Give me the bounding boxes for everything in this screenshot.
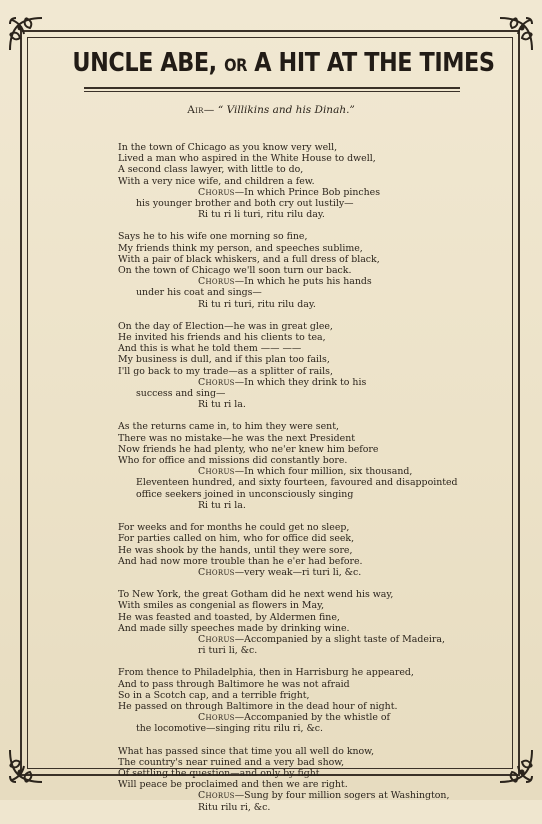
chorus-line (118, 466, 478, 477)
chorus-text: —In which they drink to his (234, 376, 367, 388)
chorus-line: Ri tu ri turi, ritu rilu day. (198, 298, 316, 310)
verse-line: I'll go back to my trade—as a splitter of rails, (118, 365, 333, 377)
chorus-line: the locomotive—singing ritu rilu ri, &c. (136, 723, 324, 735)
verse-line: With a very nice wife, and children a few. (118, 175, 315, 187)
chorus-line: office seekers joined in unconsciously singing (136, 488, 354, 500)
chorus-label: Chorus (198, 186, 235, 198)
chorus-label: Chorus (198, 566, 235, 578)
verse-line: In the town of Chicago as you know very well, (118, 142, 338, 153)
chorus-line: Ri tu ri la. (198, 499, 246, 511)
verse-line: Lived a man who aspired in the White House to dwell, (118, 153, 376, 165)
verse-line: And to pass through Baltimore he was not afraid (118, 678, 350, 690)
verse-line: There was no mistake—he was the next President (118, 432, 356, 444)
verse-line: He was shook by the hands, until they were sore, (118, 544, 353, 556)
verse-line: On the town of Chicago we'll soon turn our back. (118, 265, 352, 277)
verse-line: To New York, the great Gotham did he next wend his way, (118, 589, 394, 601)
verse-line: He passed on through Baltimore in the dead hour of night. (118, 700, 398, 712)
verse (118, 231, 478, 309)
title-or: OR (224, 56, 247, 76)
corner-ornament-icon (496, 746, 536, 786)
chorus-label: Chorus (198, 633, 235, 645)
verse-line: Now friends he had plenty, who ne'er knew him before (118, 443, 379, 455)
chorus-line: his younger brother and both cry out lustily— (136, 198, 354, 210)
verse-line: A second class lawyer, with little to do, (118, 164, 304, 176)
verse-line: My business is dull, and if this plan too fails, (118, 354, 330, 366)
tune-line (40, 104, 502, 116)
chorus-line: under his coat and sings— (136, 287, 262, 299)
chorus-label: Chorus (198, 790, 235, 802)
chorus-line (118, 377, 478, 388)
verse-line: He invited his friends and his clients to tea, (118, 332, 326, 344)
chorus-text: —very weak—ri turi li, &c. (234, 566, 362, 578)
verse-line: So in a Scotch cap, and a terrible fright, (118, 689, 310, 701)
title-rule (84, 87, 460, 89)
verse-line: My friends think my person, and speeches sublime, (118, 242, 363, 254)
title-rule-thin (84, 91, 460, 92)
chorus-text: —In which Prince Bob pinches (234, 186, 381, 198)
verse (118, 321, 478, 411)
corner-ornament-icon (6, 746, 46, 786)
verse-line: With a pair of black whiskers, and a full dress of black, (118, 253, 380, 265)
chorus-line (118, 567, 478, 578)
chorus-line: Ri tu ri la. (198, 399, 246, 411)
verse-line: Will peace be proclaimed and then we are right. (118, 779, 348, 791)
chorus-label: Chorus (198, 276, 235, 288)
chorus-label: Chorus (198, 466, 235, 478)
chorus-line: Ritu rilu ri, &c. (198, 801, 271, 813)
verse-line: And made silly speeches made by drinking wine. (118, 622, 350, 634)
verse-line: For parties called on him, who for office did seek, (118, 533, 355, 545)
verse-line: For weeks and for months he could get no sleep, (118, 522, 350, 534)
chorus-text: —Accompanied by the whistle of (234, 712, 391, 724)
verse (118, 421, 478, 511)
verse (118, 142, 478, 220)
page-title (72, 48, 495, 78)
chorus-line: ri turi li, &c. (198, 645, 258, 657)
verse-line: From thence to Philadelphia, then in Harrisburg he appeared, (118, 667, 414, 679)
verse-line: What has passed since that time you all well do know, (118, 745, 375, 757)
verse-line: With smiles as congenial as flowers in May, (118, 600, 325, 612)
chorus-line: Ri tu ri li turi, ritu rilu day. (198, 209, 325, 221)
title-part1: UNCLE ABE, (72, 48, 217, 78)
verse-line: Of settling the question—and only by fight (118, 767, 320, 779)
verse (118, 746, 478, 813)
verse-line: He was feasted and toasted, by Aldermen fine, (118, 611, 340, 623)
chorus-line (118, 712, 478, 723)
verse-line: And this is what he told them —— —— (118, 343, 302, 355)
verse-line: The country's near ruined and a very bad show, (118, 756, 345, 768)
chorus-label: Chorus (198, 712, 235, 724)
chorus-text: —In which he puts his hands (234, 276, 372, 288)
air-label: Air— (187, 104, 215, 116)
verse-line: And had now more trouble than he e'er had before. (118, 555, 363, 567)
song-verses (118, 142, 478, 824)
corner-ornament-icon (6, 14, 46, 54)
chorus-line (118, 187, 478, 198)
verse (118, 589, 478, 656)
verse-line: On the day of Election—he was in great glee, (118, 320, 333, 332)
chorus-line (118, 276, 478, 287)
verse-line: As the returns came in, to him they were sent, (118, 421, 339, 433)
corner-ornament-icon (496, 14, 536, 54)
chorus-text: —Sung by four million sogers at Washington, (234, 790, 450, 802)
title-part2: A HIT AT THE TIMES (254, 48, 495, 78)
chorus-line: Eleventeen hundred, and sixty fourteen, favoured and disappointed (136, 477, 458, 489)
verse-line: Who for office and missions did constantly bore. (118, 455, 348, 467)
air-tune: “ Villikins and his Dinah.” (217, 104, 355, 116)
chorus-line: success and sing— (136, 388, 226, 400)
verse (118, 522, 478, 578)
verse-line: Says he to his wife one morning so fine, (118, 231, 308, 243)
chorus-text: —Accompanied by a slight taste of Madeira, (234, 633, 445, 645)
chorus-label: Chorus (198, 376, 235, 388)
chorus-text: —In which four million, six thousand, (234, 466, 413, 478)
verse (118, 667, 478, 734)
chorus-line (118, 634, 478, 645)
